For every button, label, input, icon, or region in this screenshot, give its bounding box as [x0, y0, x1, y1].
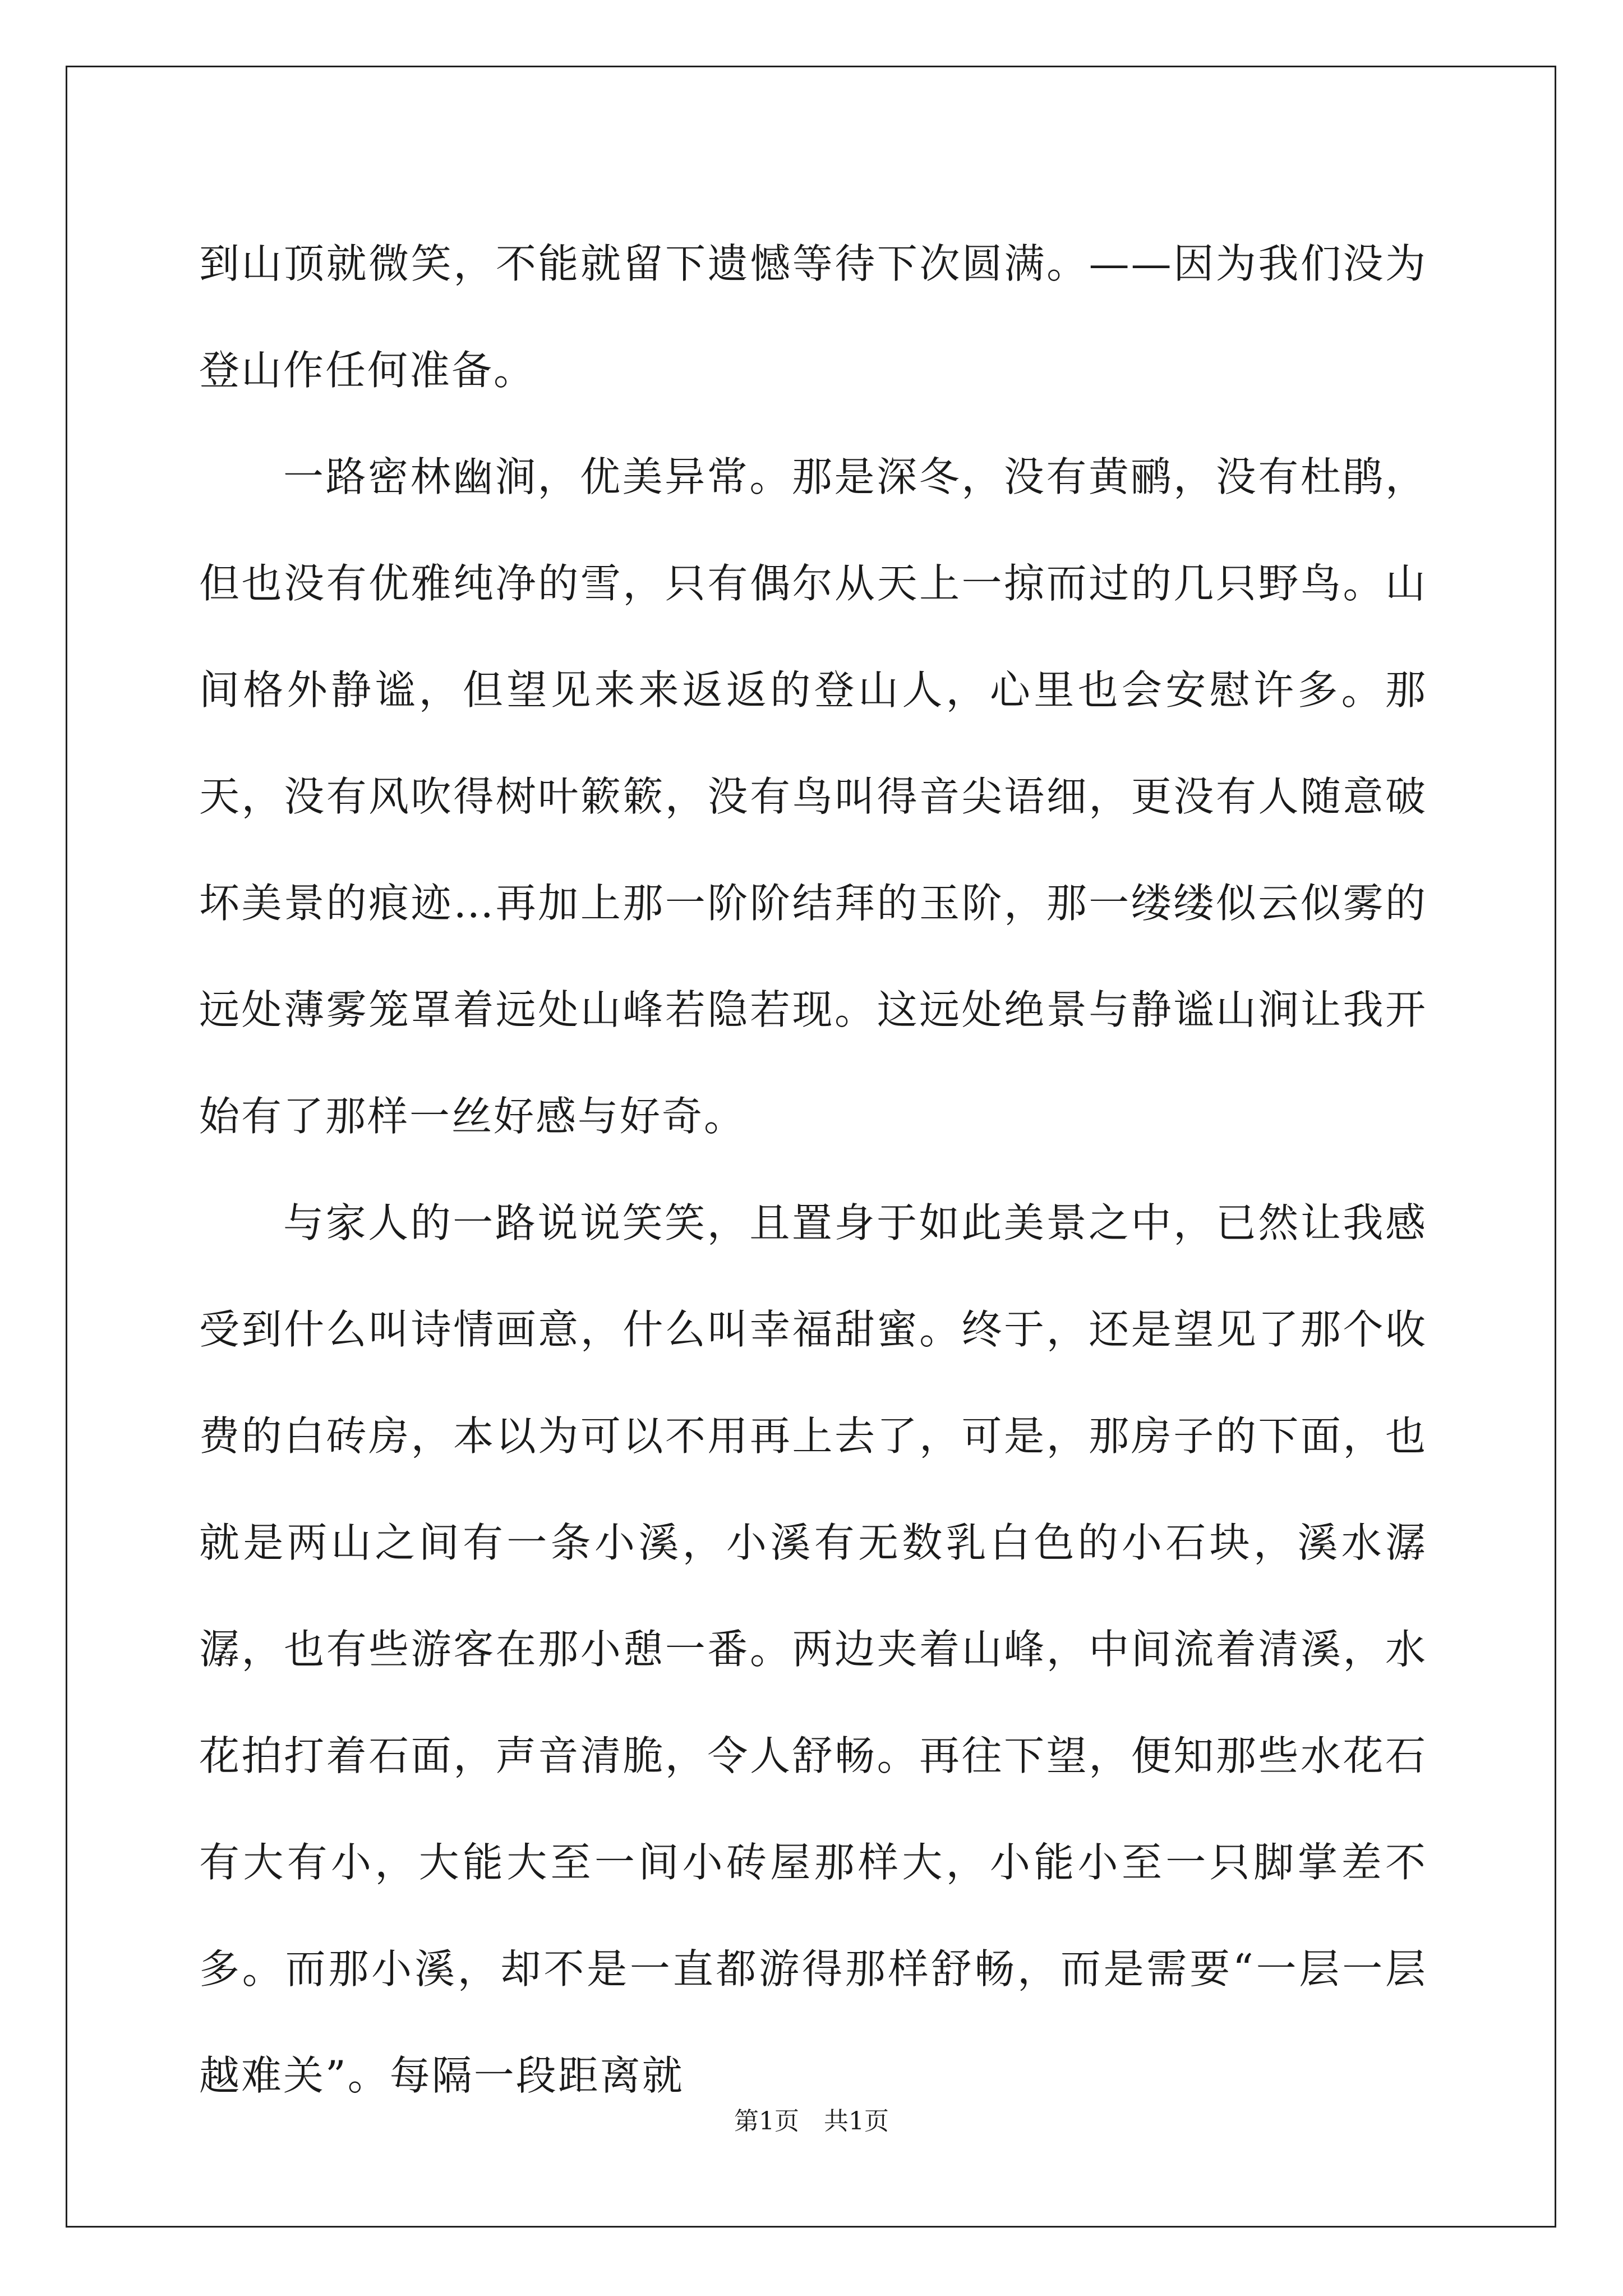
document-body [199, 210, 1427, 2129]
paragraph-3: 与家人的一路说说笑笑，且置身于如此美景之中，已然让我感受到什么叫诗情画意，什么叫幸福甜蜜。终于，还是望见了那个收费的白砖房，本以为可以不用再上去了，可是，那房子的下面，也就是两山之间有一条小溪，小溪有无数乳白色的小石块，溪水潺潺，也有些游客在那小憩一番。两边夹着山峰，中间流着清溪，水花拍打着石面，声音清脆，令人舒畅。再往下望，便知那些水花石有大有小，大能大至一间小砖屋那样大，小能小至一只脚掌差不多。而那小溪，却不是一直都游得那样舒畅，而是需要“一层一层越难关”。每隔一段距离就 [199, 1199, 1427, 2099]
page-number-footer: 第1页 共1页 [734, 2107, 889, 2136]
paragraph-2: 一路密林幽涧，优美异常。那是深冬，没有黄鹂，没有杜鹃，但也没有优雅纯净的雪，只有偶尔从天上一掠而过的几只野鸟。山间格外静谧，但望见来来返返的登山人，心里也会安慰许多。那天，没有风吹得树叶簌簌，没有鸟叫得音尖语细，更没有人随意破坏美景的痕迹…再加上那一阶阶结拜的玉阶，那一缕缕似云似雾的远处薄雾笼罩着远处山峰若隐若现。这远处绝景与静谧山涧让我开始有了那样一丝好感与好奇。 [199, 453, 1427, 1140]
paragraph-1: 到山顶就微笑，不能就留下遗憾等待下次圆满。——因为我们没为登山作任何准备。 [199, 240, 1427, 394]
